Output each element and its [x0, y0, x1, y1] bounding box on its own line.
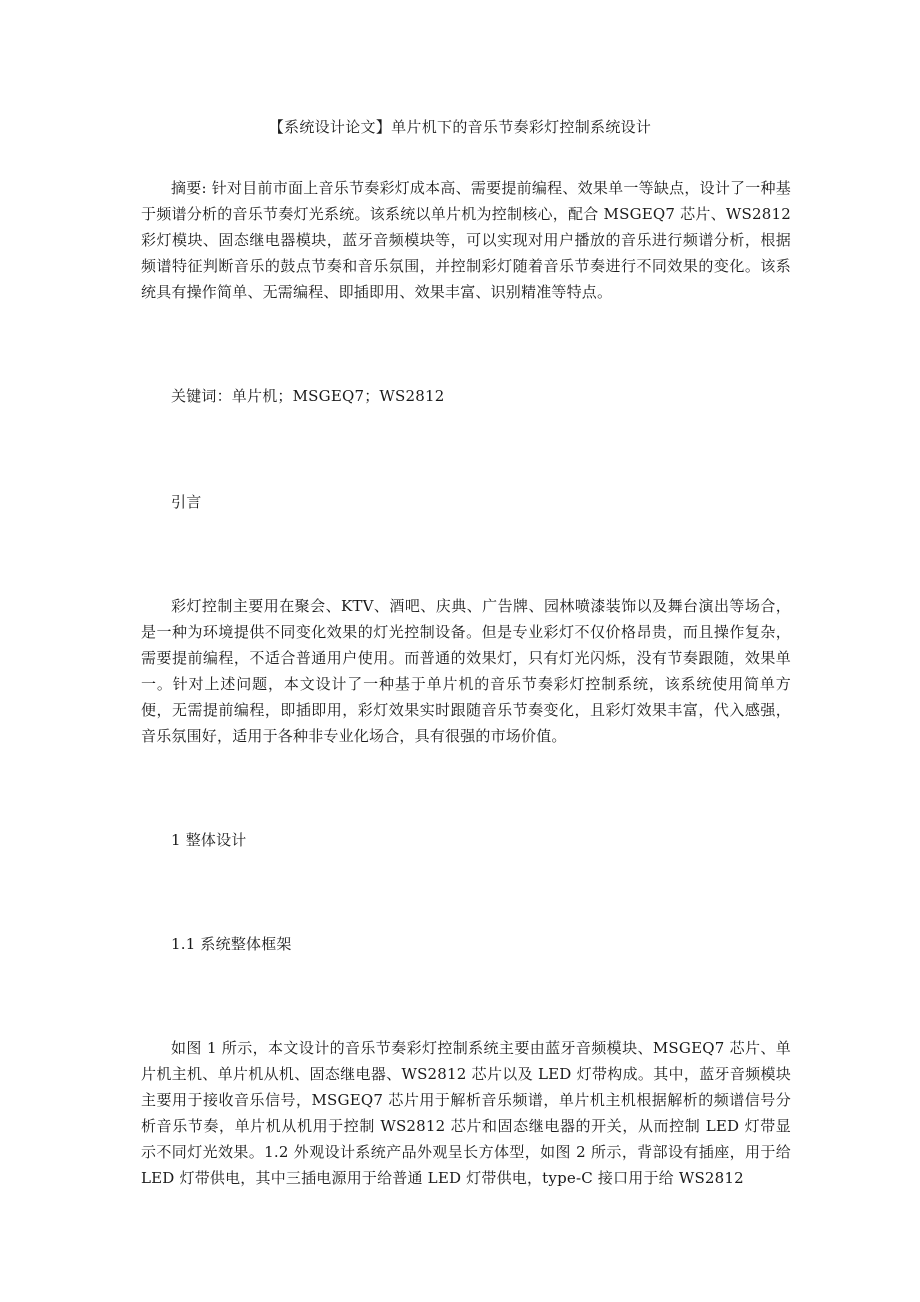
- intro-paragraph: 彩灯控制主要用在聚会、KTV、酒吧、庆典、广告牌、园林喷漆装饰以及舞台演出等场合，是一种为环境提供不同变化效果的灯光控制设备。但是专业彩灯不仅价格昂贵，而且操作复杂，需要提前编程，不适合普通用户使用。而普通的效果灯，只有灯光闪烁，没有节奏跟随，效果单一。针对上述问题，本文设计了一种基于单片机的音乐节奏彩灯控制系统，该系统使用简单方便，无需提前编程，即插即用，彩灯效果实时跟随音乐节奏变化，且彩灯效果丰富，代入感强，音乐氛围好，适用于各种非专业化场合，具有很强的市场价值。: [141, 597, 791, 745]
- section-heading-1-1: 1.1 系统整体框架: [171, 935, 292, 953]
- section-heading-1: 1 整体设计: [171, 831, 247, 849]
- abstract-paragraph: 摘要: 针对目前市面上音乐节奏彩灯成本高、需要提前编程、效果单一等缺点，设计了一种基于频谱分析的音乐节奏灯光系统。该系统以单片机为控制核心，配合 MSGEQ7 芯片、WS2812 彩灯模块、固态继电器模块，蓝牙音频模块等，可以实现对用户播放的音乐进行频谱分析，根据频谱特征判断音乐的鼓点节奏和音乐氛围，并控制彩灯随着音乐节奏进行不同效果的变化。该系统具有操作简单、无需编程、即插即用、效果丰富、识别精准等特点。: [141, 179, 791, 301]
- document-title: 【系统设计论文】单片机下的音乐节奏彩灯控制系统设计: [268, 118, 652, 136]
- section-1-1-paragraph: 如图 1 所示，本文设计的音乐节奏彩灯控制系统主要由蓝牙音频模块、MSGEQ7 芯片、单片机主机、单片机从机、固态继电器、WS2812 芯片以及 LED 灯带构成。其中，蓝牙音频模块主要用于接收音乐信号，MSGEQ7 芯片用于解析音乐频谱，单片机主机根据解析的频谱信号分析音乐节奏，单片机从机用于控制 WS2812 芯片和固态继电器的开关，从而控制 LED 灯带显示不同灯光效果。1.2 外观设计系统产品外观呈长方体型，如图 2 所示，背部设有插座，用于给 LED 灯带供电，其中三插电源用于给普通 LED 灯带供电，type-C 接口用于给 WS2812: [141, 1039, 791, 1187]
- intro-heading: 引言: [171, 493, 202, 511]
- keywords-line: 关键词：单片机；MSGEQ7；WS2812: [171, 387, 445, 405]
